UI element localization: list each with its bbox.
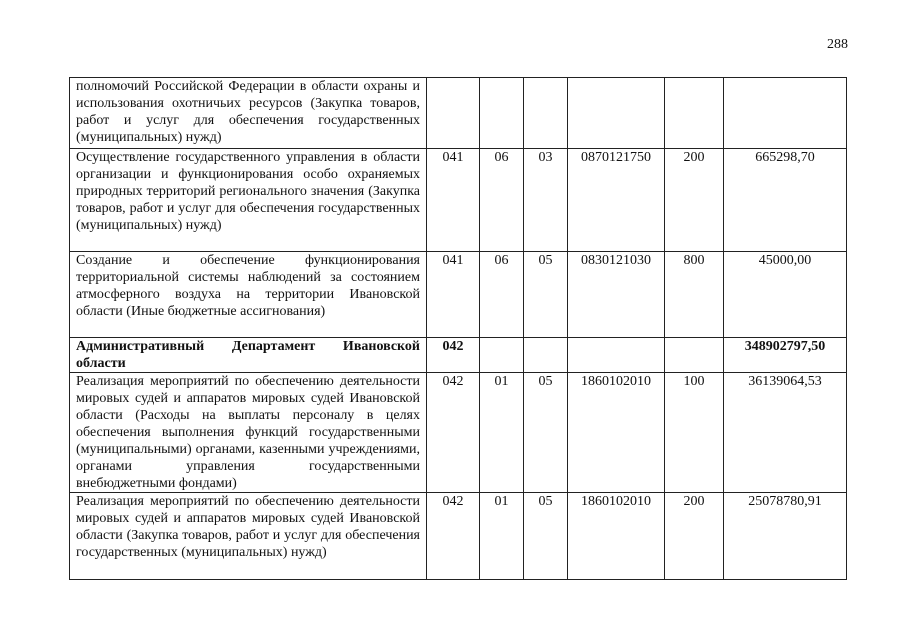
- cell-target-code: 0830121030: [568, 252, 665, 338]
- cell-section-code: 01: [480, 493, 524, 580]
- cell-description: Осуществление государственного управления в области организации и функционирования особо охраняемых природных территорий регионального значения (Закупка товаров, работ и услуг для обеспечения государственных (муниципальных) нужд): [70, 149, 427, 252]
- cell-section-code: [480, 338, 524, 373]
- cell-amount: 348902797,50: [724, 338, 847, 373]
- cell-description: Реализация мероприятий по обеспечению деятельности мировых судей и аппаратов мировых судей Ивановской области (Расходы на выплаты персоналу в целях обеспечения выполнения функций государственными (муниципальными) органами, казенными учреждениями, органами управления государственными внебюджетными фондами): [70, 373, 427, 493]
- cell-expense-type: [665, 78, 724, 149]
- cell-ministry-code: 042: [427, 493, 480, 580]
- cell-section-code: [480, 78, 524, 149]
- cell-ministry-code: 042: [427, 373, 480, 493]
- cell-subsection-code: 05: [524, 493, 568, 580]
- cell-amount: 36139064,53: [724, 373, 847, 493]
- cell-ministry-code: 042: [427, 338, 480, 373]
- cell-target-code: 0870121750: [568, 149, 665, 252]
- cell-expense-type: 100: [665, 373, 724, 493]
- cell-subsection-code: [524, 78, 568, 149]
- cell-description: Реализация мероприятий по обеспечению деятельности мировых судей и аппаратов мировых судей Ивановской области (Закупка товаров, работ и услуг для обеспечения государственных (муниципальных) нужд): [70, 493, 427, 580]
- cell-target-code: [568, 338, 665, 373]
- cell-expense-type: [665, 338, 724, 373]
- table-row: [70, 252, 847, 338]
- cell-amount: 25078780,91: [724, 493, 847, 580]
- cell-description: Создание и обеспечение функционирования территориальной системы наблюдений за состоянием атмосферного воздуха на территории Ивановской области (Иные бюджетные ассигнования): [70, 252, 427, 338]
- cell-expense-type: 200: [665, 149, 724, 252]
- cell-expense-type: 800: [665, 252, 724, 338]
- cell-target-code: [568, 78, 665, 149]
- table-row: [70, 493, 847, 580]
- table-row: [70, 78, 847, 149]
- cell-ministry-code: 041: [427, 252, 480, 338]
- cell-section-code: 01: [480, 373, 524, 493]
- cell-amount: 45000,00: [724, 252, 847, 338]
- cell-description: Административный Департамент Ивановской области: [70, 338, 427, 373]
- cell-expense-type: 200: [665, 493, 724, 580]
- cell-amount: 665298,70: [724, 149, 847, 252]
- cell-subsection-code: 03: [524, 149, 568, 252]
- cell-ministry-code: 041: [427, 149, 480, 252]
- cell-subsection-code: [524, 338, 568, 373]
- cell-subsection-code: 05: [524, 252, 568, 338]
- cell-section-code: 06: [480, 252, 524, 338]
- cell-section-code: 06: [480, 149, 524, 252]
- cell-target-code: 1860102010: [568, 373, 665, 493]
- table-row: [70, 149, 847, 252]
- page-number: 288: [827, 37, 848, 52]
- cell-description: полномочий Российской Федерации в области охраны и использования охотничьих ресурсов (Закупка товаров, работ и услуг для обеспечения государственных (муниципальных) нужд): [70, 78, 427, 149]
- cell-subsection-code: 05: [524, 373, 568, 493]
- budget-table: [69, 77, 847, 580]
- table-row: [70, 338, 847, 373]
- table-row: [70, 373, 847, 493]
- cell-target-code: 1860102010: [568, 493, 665, 580]
- cell-ministry-code: [427, 78, 480, 149]
- cell-amount: [724, 78, 847, 149]
